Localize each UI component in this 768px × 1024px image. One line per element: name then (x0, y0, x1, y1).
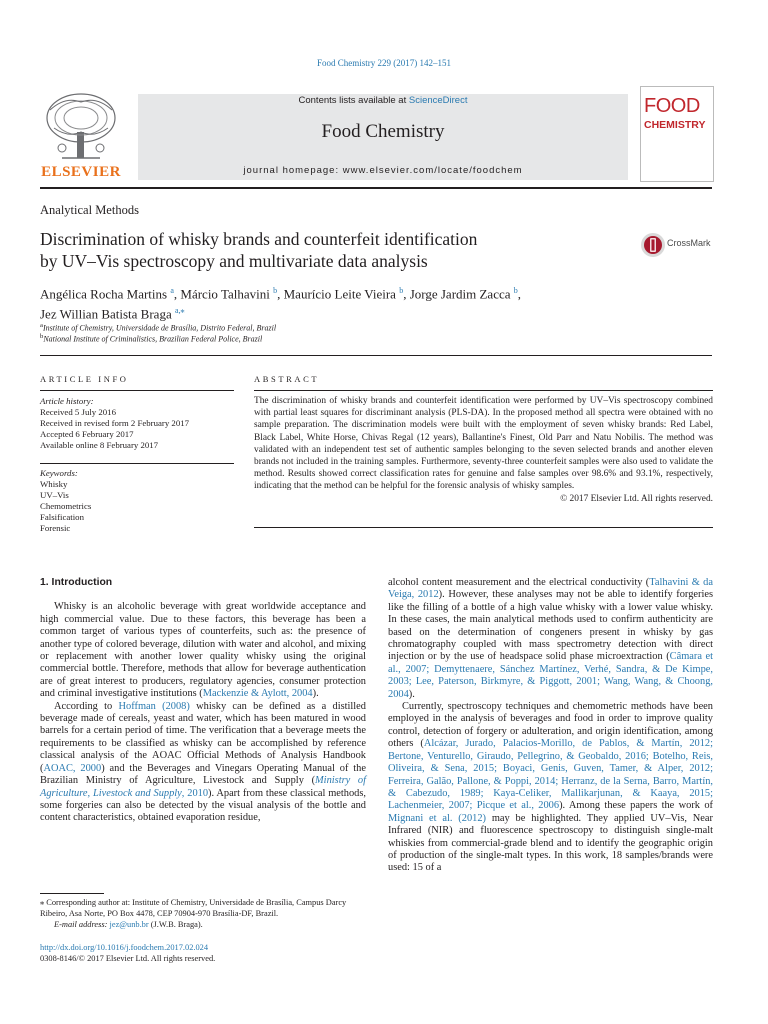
section-heading-introduction: 1. Introduction (40, 577, 113, 588)
author-affiliation-marker[interactable]: b (399, 286, 404, 295)
article-title: Discrimination of whisky brands and counterfeit identification by UV–Vis spectroscopy and multivariate data analysis (40, 229, 478, 271)
issn-line: 0308-8146/© 2017 Elsevier Ltd. All rights reserved. (40, 954, 216, 964)
journal-homepage[interactable]: journal homepage: www.elsevier.com/locate/foodchem (243, 165, 523, 176)
doi-block (40, 942, 370, 964)
abstract-rule (254, 390, 713, 391)
email-link[interactable]: jez@unb.br (109, 920, 149, 930)
affiliation-b: $^b$National Institute of Criminalistics, Brazilian Federal Police, Brazil (40, 333, 263, 344)
author-name[interactable]: Jorge Jardim Zacca (409, 286, 511, 302)
contents-available: Contents lists available at ScienceDirect (298, 95, 468, 106)
history-entry: Accepted 6 February 2017 (40, 429, 134, 439)
crossmark-label[interactable]: CrossMark (667, 238, 711, 248)
citation-link[interactable]: Mackenzie & Aylott, 2004 (202, 688, 313, 700)
keyword: Whisky (40, 479, 68, 489)
cover-title-food: FOOD (644, 95, 700, 117)
citation-link[interactable]: Mignani et al. (2012) (388, 812, 486, 824)
authors-line-1: Angélica Rocha Martins $^a$, Márcio Talhavini $^b$, Maurício Leite Vieira $^b$, Jorge Jardim Zacca $^b$, (40, 286, 522, 302)
body-right-column (388, 577, 713, 875)
author-name[interactable]: Angélica Rocha Martins (40, 286, 168, 302)
author-list (40, 282, 640, 323)
citation-link[interactable]: Talhavini & da Veiga, 2012 (388, 577, 713, 601)
author-affiliation-marker[interactable]: a,⁎ (174, 306, 185, 316)
affiliation-a: $^a$Institute of Chemistry, Universidade de Brasília, Distrito Federal, Brazil (40, 322, 277, 333)
abstract-heading: ABSTRACT (254, 374, 320, 384)
author-affiliation-marker[interactable]: a (170, 286, 174, 295)
citation-link[interactable]: Hoffman (2008) (118, 700, 190, 712)
citation-link[interactable]: Alcázar, Jurado, Palacios-Morillo, de Pablos, & Martín, 2012; Bertone, Venturello, Giraudo, Pellegrino, & Geobaldo, 2016; Botelho, Reis, Oliveira, & Sena, 2015; Boyaci, Genis, Guven, Tamer, & Alper, 2012; Ferreira, Galão, Pallone, & Poppi, 2014; Herranz, de la Serna, Barro, Martín, & Cabezudo, 1989; Kaya-Celiker, Mallikarjunan, & Kaaya, 2015; Lachenmeier, 2007; Picque et al., 2006 (388, 738, 713, 812)
paragraph: Currently, spectroscopy techniques and chemometric methods have been employed in the analysis of beverages and food in order to improve quality control, detection of forgery or adulteration, and origin identification, among others (Alcázar, Jurado, Palacios-Morillo, de Pablos, & Martín, 2012; Bertone, Venturello, Giraudo, Pellegrino, & Geobaldo, 2016; Botelho, Reis, Oliveira, & Sena, 2015; Boyaci, Genis, Guven, Tamer, & Alper, 2012; Ferreira, Galão, Pallone, & Poppi, 2014; Herranz, de la Serna, Barro, Martín, & Cabezudo, 1989; Kaya-Celiker, Mallikarjunan, & Kaaya, 2015; Lachenmeier, 2007; Picque et al., 2006). Among these papers the work of Mignani et al. (2012) may be highlighted. They applied UV–Vis, Near Infrared (NIR) and fluorescence spectroscopy to distinguish single-malt whiskies from commercial-grade blend and to identify the geographic origin of production of the single-malt types. In this work, 18 samples/brands were used: 15 of a (388, 701, 713, 874)
doi-link[interactable]: http://dx.doi.org/10.1016/j.foodchem.2017.02.024 (40, 943, 209, 952)
keywords-block: Keywords: Whisky UV–Vis Chemometrics Falsification Forensic (40, 468, 240, 534)
citation-link[interactable]: Ministry of Agriculture, Livestock and Supply (40, 775, 366, 799)
footnote-rule (40, 893, 104, 894)
sciencedirect-link[interactable]: ScienceDirect (408, 95, 468, 106)
body-left-column (40, 577, 366, 825)
article-info-heading: ARTICLE INFO (40, 374, 129, 384)
author-affiliation-marker[interactable]: b (513, 286, 518, 295)
authors-line-2 (40, 302, 640, 322)
article-history: Article history: Received 5 July 2016 Received in revised form 2 February 2017 Accepted 6 February 2017 Available online 8 February 2017 (40, 396, 240, 451)
citation-link[interactable]: Câmara et al., 2007; Demyttenaere, Sánchez Martínez, Verhé, Sandra, & De Kimpe, 2003; Lee, Paterson, Birkmyre, & Piggott, 2001; Wang, Wang, & Choong, 2004 (388, 651, 714, 700)
corresponding-author-footnote: ⁎ Corresponding author at: Institute of Chemistry, Universidade de Brasília, Campus Darcy Ribeiro, Asa Norte, PO Box 4478, CEP 70904-970 Brasília-DF, Brazil. E-mail address: jez@unb.br (J.W.B. Braga). (40, 898, 347, 930)
paragraph: According to Hoffman (2008) whisky can be defined as a distilled beverage made of cereals, yeast and water, which has been matured in wood barrels for a certain period of time. The verification that a beverage meets the requirements to be classified as whisky can be accomplished by reference classical analysis of the AOAC Official Methods of Analysis Handbook (AOAC, 2000) and the Beverages and Vinegars Operating Manual of the Brazilian Ministry of Agriculture, Livestock and Supply (Ministry of Agriculture, Livestock and Supply, 2010). Apart from these classical methods, some forgeries can also be detected by the visual analysis of the bottle and content characteristics, obtained evaporation residue, (40, 700, 366, 824)
cover-title-chemistry: CHEMISTRY (644, 119, 706, 131)
citation-link[interactable]: , 2010 (181, 787, 209, 799)
article-section: Analytical Methods (40, 203, 139, 217)
article-info-rule (40, 390, 234, 391)
author-name[interactable]: Márcio Talhavini (180, 286, 270, 302)
author-name[interactable]: Jez Willian Batista Braga (40, 306, 172, 322)
keywords-rule (40, 463, 234, 464)
paragraph: Whisky is an alcoholic beverage with great worldwide acceptance and high commercial value. Due to these factors, this beverage has been a common target of various types of counterfeits, such as: the presence of another type of colored beverage, dilution with water and alcohol, and mixing or replacement with another lower quality whisky using the original commercial bottle. Therefore, methods that allow for beverage authentication are of great interest to producers, regulatory agencies, consumer protection and criminal investigative institutions (Mackenzie & Aylott, 2004). (40, 601, 366, 700)
author-affiliation-marker[interactable]: b (273, 286, 278, 295)
journal-reference[interactable]: Food Chemistry 229 (2017) 142–151 (317, 58, 451, 68)
meta-divider (40, 355, 712, 356)
history-entry: Received in revised form 2 February 2017 (40, 418, 190, 428)
publisher-logo-text: ELSEVIER (41, 164, 121, 180)
history-entry: Received 5 July 2016 (40, 407, 116, 417)
keyword: Falsification (40, 512, 84, 522)
abstract-bottom-rule (254, 527, 713, 528)
keyword: Forensic (40, 523, 71, 533)
abstract-copyright: © 2017 Elsevier Ltd. All rights reserved. (560, 493, 713, 504)
crossmark-icon[interactable] (640, 232, 666, 258)
journal-title: Food Chemistry (321, 121, 445, 142)
paragraph: alcohol content measurement and the electrical conductivity (Talhavini & da Veiga, 2012). However, these analyses may not be able to identify forgeries like the filling of a bottle of a high value whisky with a lower value whisky. In these cases, the main analytical methods used to confirm authenticity are based on the determination of congeners present in whisky by gas chromatography coupled with mass spectrometry detection with direct injection or by the use of headspace solid phase microextraction (Câmara et al., 2007; Demyttenaere, Sánchez Martínez, Verhé, Sandra, & De Kimpe, 2003; Lee, Paterson, Birkmyre, & Piggott, 2001; Wang, Wang, & Choong, 2004). (388, 577, 714, 700)
author-name[interactable]: Maurício Leite Vieira (283, 286, 396, 302)
abstract-text: The discrimination of whisky brands and counterfeit identification were performed by UV–Vis spectroscopy combined with partial least squares for discriminant analysis (PLS-DA). In the proposed method all spectra were obtained with no sample preparation. The discrimination models were built with the employment of seven whisky brands: Red Label, Black Label, White Horse, Chivas Regal (12 years), Ballantine's Finest, Old Parr and Natu Nobilis. The method was validated with an independent test set of authentic samples belonging to the seven selected brands and another eleven brands not included in the training samples. Furthermore, seventy-three counterfeit samples were also used to validate the method. Results showed correct classification rates for genuine and false samples over 98.6% and 93.1%, respectively, indicating that the method can be helpful for the forensic analysis of whisky samples. © 2017 Elsevier Ltd. All rights reserved. (254, 396, 713, 504)
keyword: UV–Vis (40, 490, 69, 500)
citation-link[interactable]: AOAC, 2000 (43, 762, 102, 774)
keyword: Chemometrics (40, 501, 92, 511)
history-entry: Available online 8 February 2017 (40, 440, 159, 450)
header-rule (40, 187, 712, 189)
